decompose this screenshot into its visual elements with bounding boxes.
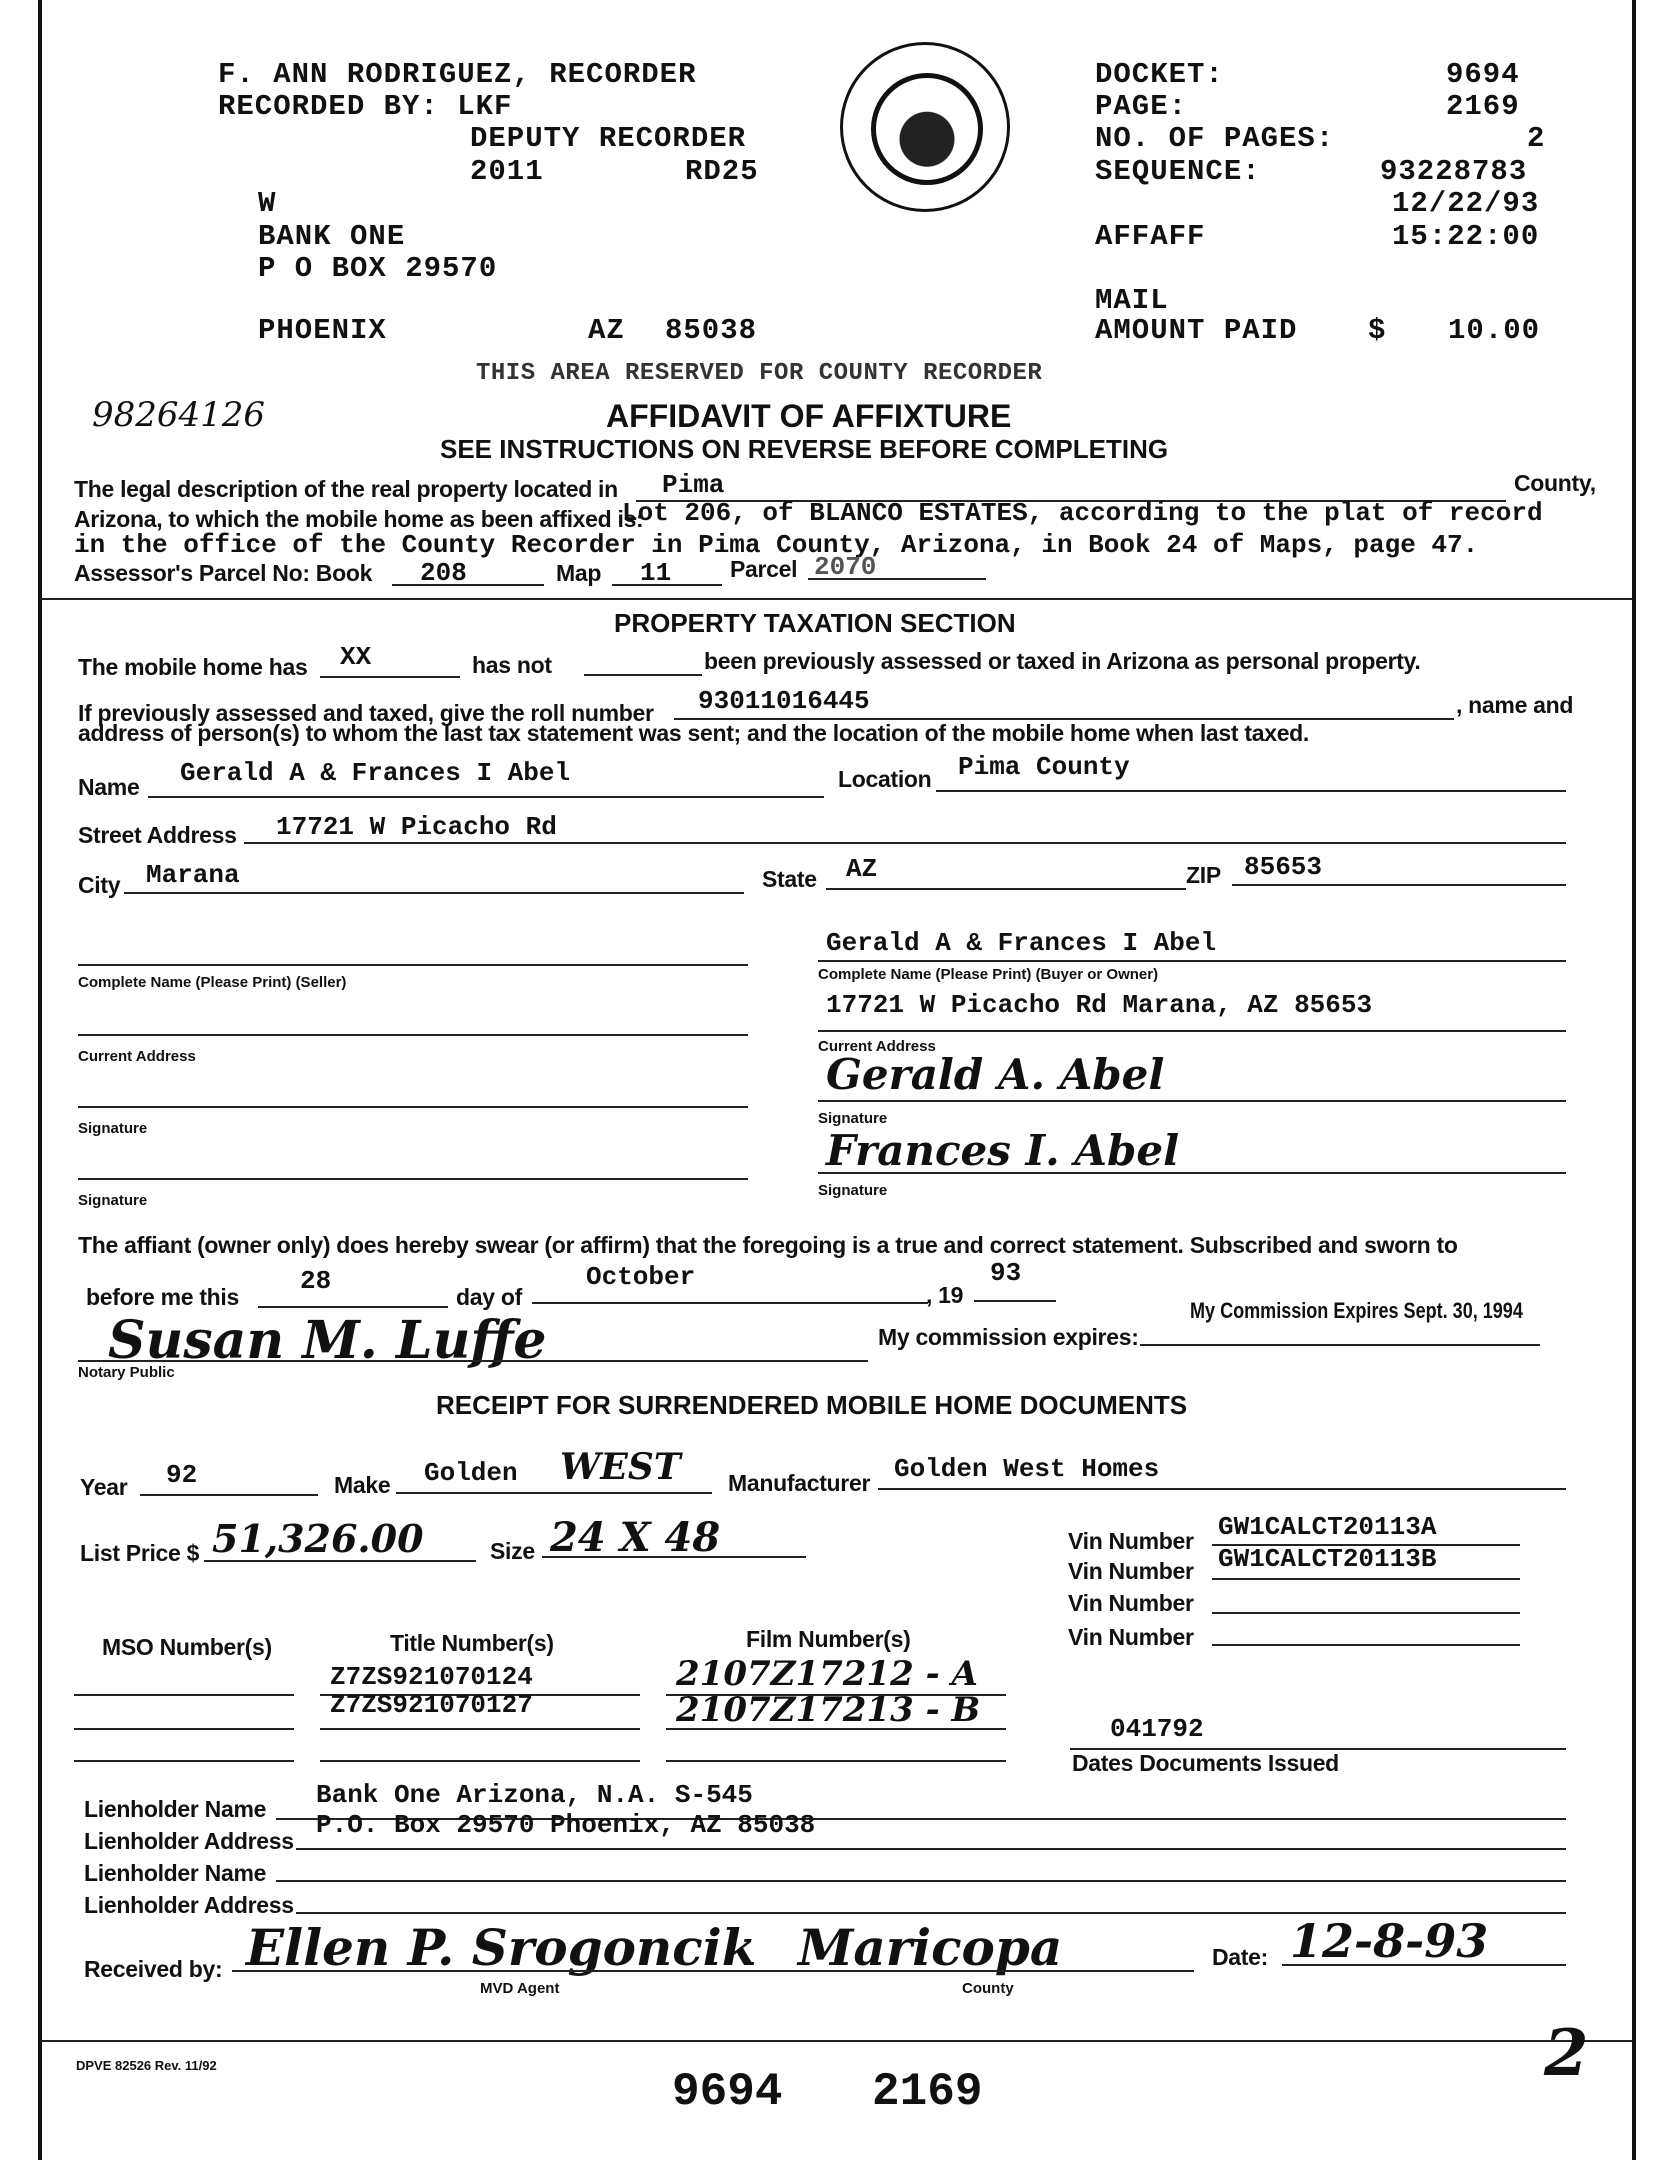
lienholder-address-label-2: Lienholder Address (84, 1892, 294, 1918)
tax-street: 17721 W Picacho Rd (276, 812, 557, 842)
buyer-signature-2: Frances I. Abel (826, 1126, 1180, 1175)
buyer-signature-label-2: Signature (818, 1182, 888, 1199)
receipt-heading: RECEIPT FOR SURRENDERED MOBILE HOME DOCUMENTS (436, 1390, 1188, 1420)
assessed-text: been previously assessed or taxed in Arizona as personal property. (704, 648, 1421, 674)
state-label: State (762, 866, 817, 892)
docket-value: 9694 (1446, 58, 1520, 91)
parcel-book: 208 (420, 558, 467, 588)
has-label: The mobile home has (78, 654, 308, 680)
deputy-recorder: DEPUTY RECORDER (470, 122, 747, 155)
recorder-code-2: RD25 (685, 155, 759, 188)
year-label: Year (80, 1474, 128, 1500)
handwritten-number: 98264126 (92, 395, 266, 435)
document-type: AFFAFF (1095, 220, 1206, 253)
buyer-name: Gerald A & Frances I Abel (826, 928, 1217, 958)
before-me-label: before me this (86, 1284, 240, 1310)
sworn-month: October (586, 1262, 696, 1292)
legal-description-line2: in the office of the County Recorder in Pima County, Arizona, in Book 24 of Maps, page 47. (74, 530, 1479, 560)
header-w: W (258, 187, 277, 220)
seller-signature-label: Signature (78, 1120, 148, 1137)
footer-docket: 9694 (672, 2066, 783, 2118)
parcel-label: Assessor's Parcel No: Book (74, 560, 373, 586)
vin-label-3: Vin Number (1068, 1590, 1194, 1616)
name-and-label: , name and (1456, 692, 1574, 718)
return-addressee: BANK ONE (258, 220, 406, 253)
lienholder-address-label: Lienholder Address (84, 1828, 294, 1854)
lienholder-name: Bank One Arizona, N.A. S-545 (316, 1780, 753, 1810)
amount-paid: 10.00 (1448, 314, 1541, 347)
vin-label-2: Vin Number (1068, 1558, 1194, 1584)
form-subtitle: SEE INSTRUCTIONS ON REVERSE BEFORE COMPLETING (440, 434, 1169, 464)
city-label: City (78, 872, 121, 898)
sequence-value: 93228783 (1380, 155, 1528, 188)
record-date: 12/22/93 (1392, 187, 1540, 220)
vin-label-4: Vin Number (1068, 1624, 1194, 1650)
tax-name: Gerald A & Frances I Abel (180, 758, 571, 788)
return-po-box: P O BOX 29570 (258, 252, 498, 285)
taxation-heading: PROPERTY TAXATION SECTION (614, 608, 1016, 638)
buyer-name-label: Complete Name (Please Print) (Buyer or Owner) (818, 966, 1159, 983)
footer-page: 2169 (872, 2066, 983, 2118)
tax-zip: 85653 (1244, 852, 1323, 882)
roll-text: If previously assessed and taxed, give the roll number (78, 700, 654, 726)
buyer-signature-label: Signature (818, 1110, 888, 1127)
home-size: 24 X 48 (550, 1514, 721, 1561)
docket-label: DOCKET: (1095, 58, 1224, 91)
received-date: 12-8-93 (1290, 1914, 1489, 1968)
mvd-agent-label: MVD Agent (480, 1980, 560, 1997)
notary-signature: Susan M. Luffe (108, 1310, 547, 1371)
legal-description-line1: Lot 206, of BLANCO ESTATES, according to the plat of record (622, 498, 1543, 528)
home-make: Golden (424, 1458, 518, 1488)
name-label: Name (78, 774, 140, 800)
map-label: Map (556, 560, 602, 586)
record-time: 15:22:00 (1392, 220, 1540, 253)
mvd-agent-signature: Ellen P. Srogoncik (246, 1918, 757, 1977)
return-city: PHOENIX (258, 314, 387, 347)
mso-label: MSO Number(s) (102, 1634, 272, 1660)
has-not-label: has not (472, 652, 552, 678)
form-code: DPVE 82526 Rev. 11/92 (76, 2058, 217, 2073)
dollar-sign: $ (1368, 314, 1387, 347)
buyer-address-label: Current Address (818, 1038, 936, 1055)
list-price: 51,326.00 (212, 1516, 424, 1561)
commission-label: My commission expires: (878, 1324, 1139, 1350)
affirmation-text: The affiant (owner only) does hereby swear (or affirm) that the foregoing is a true and correct statement. Subscribed and sworn to (78, 1232, 1458, 1258)
receiving-county: Maricopa (798, 1918, 1063, 1977)
page-value: 2169 (1446, 90, 1520, 123)
manufacturer: Golden West Homes (894, 1454, 1160, 1484)
dates-issued: 041792 (1110, 1714, 1204, 1744)
recorded-by: RECORDED BY: LKF (218, 90, 513, 123)
return-zip: 85038 (665, 314, 758, 347)
location-label: Location (838, 766, 932, 792)
seller-name-label: Complete Name (Please Print) (Seller) (78, 974, 347, 991)
lienholder-name-label: Lienholder Name (84, 1796, 267, 1822)
home-year: 92 (166, 1460, 198, 1490)
title-number-2: Z7ZS921070127 (330, 1690, 533, 1720)
tax-location: Pima County (958, 752, 1130, 782)
parcel-number: 2070 (814, 552, 877, 582)
title-number-1: Z7ZS921070124 (330, 1662, 533, 1692)
commission-expires: My Commission Expires Sept. 30, 1994 (1190, 1298, 1523, 1323)
parcel-map: 11 (640, 558, 672, 588)
seller-signature-label-2: Signature (78, 1192, 148, 1209)
buyer-address: 17721 W Picacho Rd Marana, AZ 85653 (826, 990, 1373, 1020)
vin-2: GW1CALCT20113B (1218, 1544, 1437, 1574)
sworn-day: 28 (300, 1266, 332, 1296)
make-label: Make (334, 1472, 391, 1498)
tax-state: AZ (846, 854, 878, 884)
tax-city: Marana (146, 860, 240, 890)
lienholder-name-label-2: Lienholder Name (84, 1860, 267, 1886)
received-by-label: Received by: (84, 1956, 223, 1982)
county-label: County, (1514, 470, 1596, 496)
list-price-label: List Price $ (80, 1540, 200, 1566)
day-of-label: day of (456, 1284, 522, 1310)
recorder-name: F. ANN RODRIGUEZ, RECORDER (218, 58, 697, 91)
roll-number: 93011016445 (698, 686, 870, 716)
zip-label: ZIP (1186, 862, 1221, 888)
film-number-2: 2107Z17213 - B (676, 1690, 981, 1730)
film-number-1: 2107Z17212 - A (676, 1654, 978, 1694)
legal-county: Pima (662, 470, 725, 500)
form-title: AFFIDAVIT OF AFFIXTURE (606, 398, 1012, 434)
sworn-year: 93 (990, 1258, 1022, 1288)
has-value: XX (340, 642, 372, 672)
address-instruction: address of person(s) to whom the last tax statement was sent; and the location of the mobile home when last taxed. (78, 720, 1310, 746)
title-numbers-label: Title Number(s) (390, 1630, 554, 1656)
legal-text: The legal description of the real property located in (74, 476, 618, 502)
notary-label: Notary Public (78, 1364, 175, 1381)
page-label: PAGE: (1095, 90, 1188, 123)
vin-1: GW1CALCT20113A (1218, 1512, 1437, 1542)
home-make-handwritten: WEST (560, 1446, 681, 1488)
parcel-label-2: Parcel (730, 556, 798, 582)
county-label-2: County (962, 1980, 1014, 1997)
street-label: Street Address (78, 822, 237, 848)
pages-label: NO. OF PAGES: (1095, 122, 1335, 155)
film-numbers-label: Film Number(s) (746, 1626, 911, 1652)
buyer-signature-1: Gerald A. Abel (826, 1050, 1165, 1099)
affixed-text: Arizona, to which the mobile home as been affixed is: (74, 506, 644, 532)
reserved-area-note: THIS AREA RESERVED FOR COUNTY RECORDER (476, 360, 1043, 387)
mail-label: MAIL (1095, 284, 1169, 317)
page-mark: 2 (1544, 2016, 1589, 2091)
right-border (1632, 0, 1636, 2160)
recorder-code: 2011 (470, 155, 544, 188)
date-label: Date: (1212, 1944, 1269, 1970)
pima-county-seal (840, 42, 1010, 212)
vin-label-1: Vin Number (1068, 1528, 1194, 1554)
return-state: AZ (588, 314, 625, 347)
pages-value: 2 (1527, 122, 1546, 155)
dates-issued-label: Dates Documents Issued (1072, 1750, 1339, 1776)
manufacturer-label: Manufacturer (728, 1470, 871, 1496)
seller-address-label: Current Address (78, 1048, 196, 1065)
sequence-label: SEQUENCE: (1095, 155, 1261, 188)
lienholder-address: P.O. Box 29570 Phoenix, AZ 85038 (316, 1810, 816, 1840)
year-prefix: , 19 (926, 1282, 964, 1308)
left-border (38, 0, 42, 2160)
size-label: Size (490, 1538, 535, 1564)
amount-paid-label: AMOUNT PAID (1095, 314, 1298, 347)
